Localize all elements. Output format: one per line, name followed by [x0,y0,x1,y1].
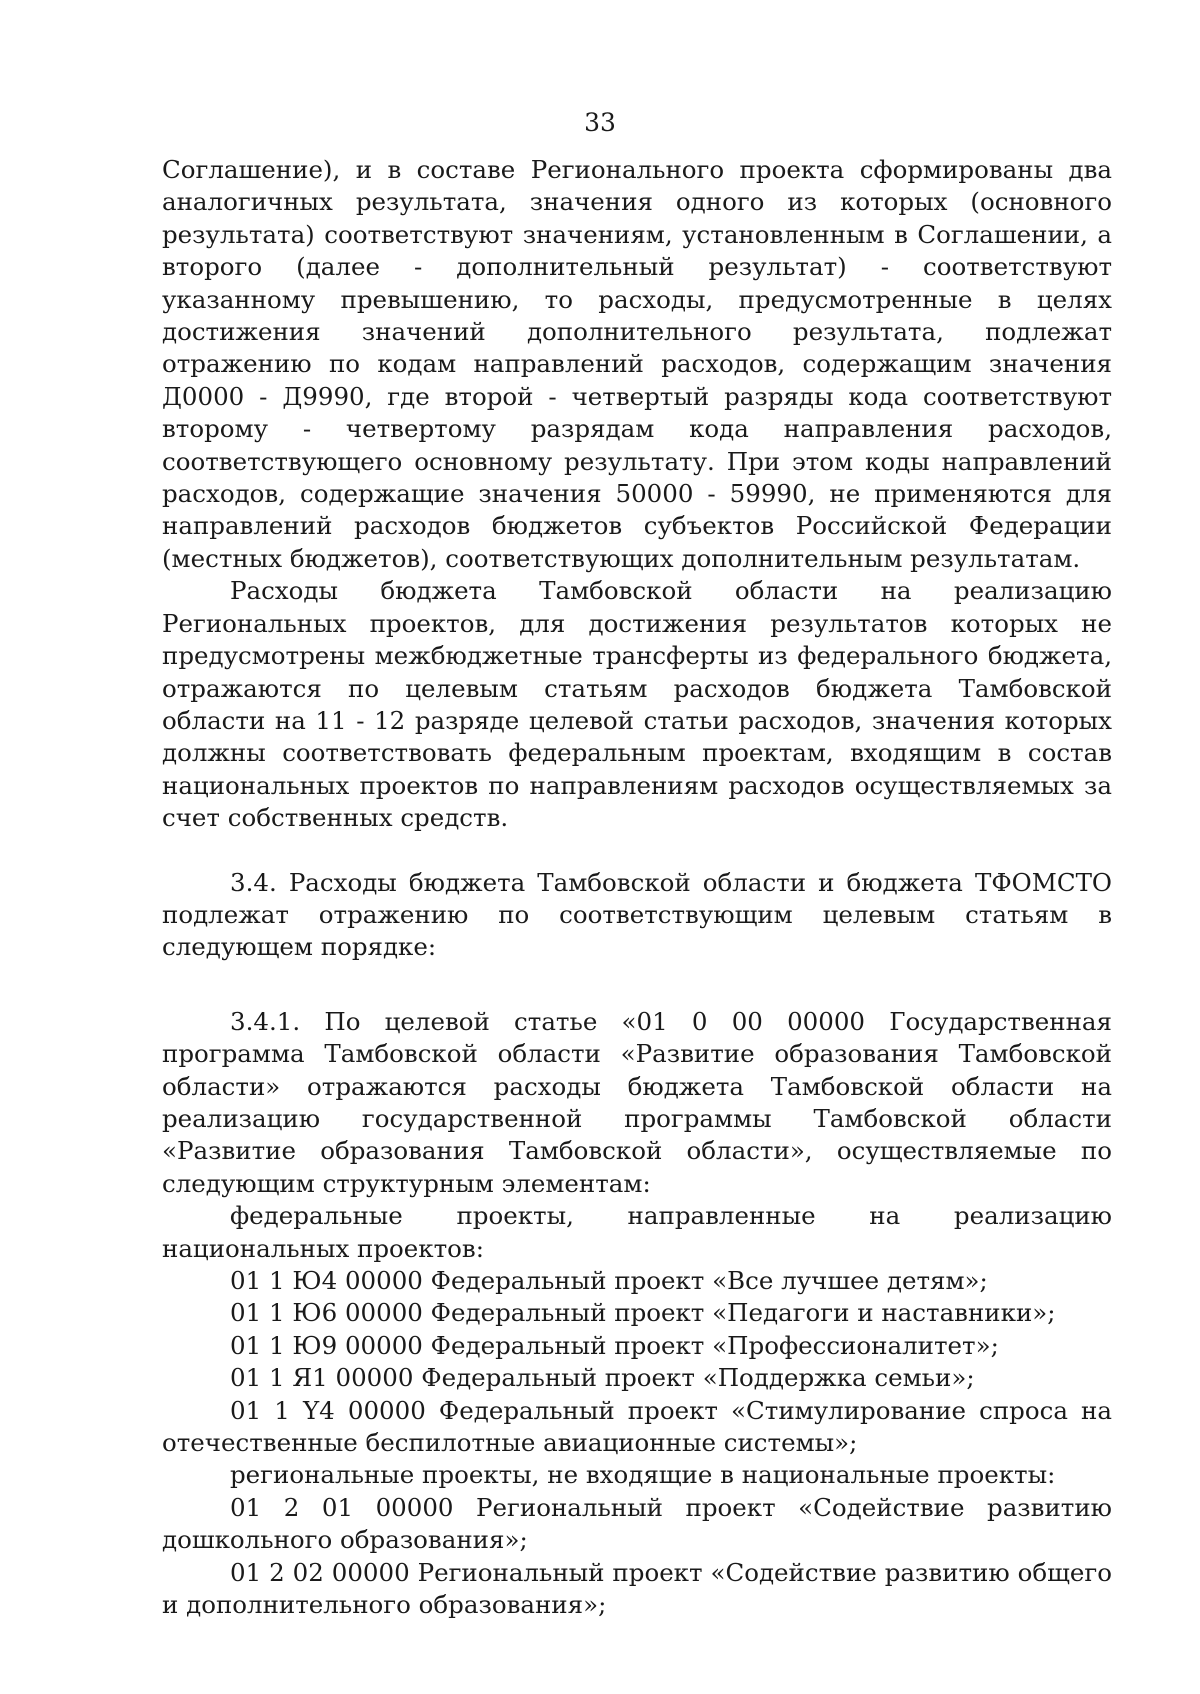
federal-projects-intro: федеральные проекты, направленные на реализацию национальных проектов: [162,1201,1112,1263]
page-number: 33 [584,108,616,137]
document-body [162,154,1112,1621]
paragraph-continuation: Соглашение), и в составе Регионального проекта сформированы два аналогичных результата, значения одного из которых (основного результата) соответствуют значениям, установленным в Соглашении, а второго (далее - дополнительный результат) - соответствуют указанному превышению, то расходы, предусмотренные в целях достижения значений дополнительного результата, подлежат отражению по кодам направлений расходов, содержащим значения Д0000 - Д9990, где второй - четвертый разряды кода соответствуют второму - четвертому разрядам кода направления расходов, соответствующего основному результату. При этом коды направлений расходов, содержащие значения 50000 - 59990, не применяются для направлений расходов бюджетов субъектов Российской Федерации (местных бюджетов), соответствующих дополнительным результатам. [162,155,1112,573]
list-item: 01 2 01 00000 Региональный проект «Содействие развитию дошкольного образования»; [162,1492,1112,1555]
list-item: 01 2 02 00000 Региональный проект «Содействие развитию общего и дополнительного образования»; [162,1557,1112,1620]
paragraph-regional-projects: Расходы бюджета Тамбовской области на реализацию Региональных проектов, для достижения результатов которых не предусмотрены межбюджетные трансферты из федерального бюджета, отражаются по целевым статьям расходов бюджета Тамбовской области на 11 - 12 разряде целевой статьи расходов, значения которых должны соответствовать федеральным проектам, входящим в состав национальных проектов по направлениям расходов осуществляемых за счет собственных средств. [162,576,1112,833]
list-item: 01 1 Ю9 00000 Федеральный проект «Профессионалитет»; [230,1330,999,1360]
list-item: 01 1 Y4 00000 Федеральный проект «Стимулирование спроса на отечественные беспилотные авиационные системы»; [162,1395,1112,1458]
list-item: 01 1 Я1 00000 Федеральный проект «Поддержка семьи»; [230,1363,975,1393]
regional-projects-intro: региональные проекты, не входящие в национальные проекты: [230,1460,1056,1490]
list-item: 01 1 Ю6 00000 Федеральный проект «Педагоги и наставники»; [230,1298,1056,1328]
list-item: 01 1 Ю4 00000 Федеральный проект «Все лучшее детям»; [230,1266,988,1295]
section-3-4-1: 3.4.1. По целевой статье «01 0 00 00000 Государственная программа Тамбовской области «Развитие образования Тамбовской области» отражаются расходы бюджета Тамбовской области на реализацию государственной программы Тамбовской области «Развитие образования Тамбовской области», осуществляемые по следующим структурным элементам: [162,1006,1112,1198]
section-heading-3-4: 3.4. Расходы бюджета Тамбовской области и бюджета ТФОМСТО подлежат отражению по соответствующим целевым статьям в следующем порядке: [162,867,1112,962]
